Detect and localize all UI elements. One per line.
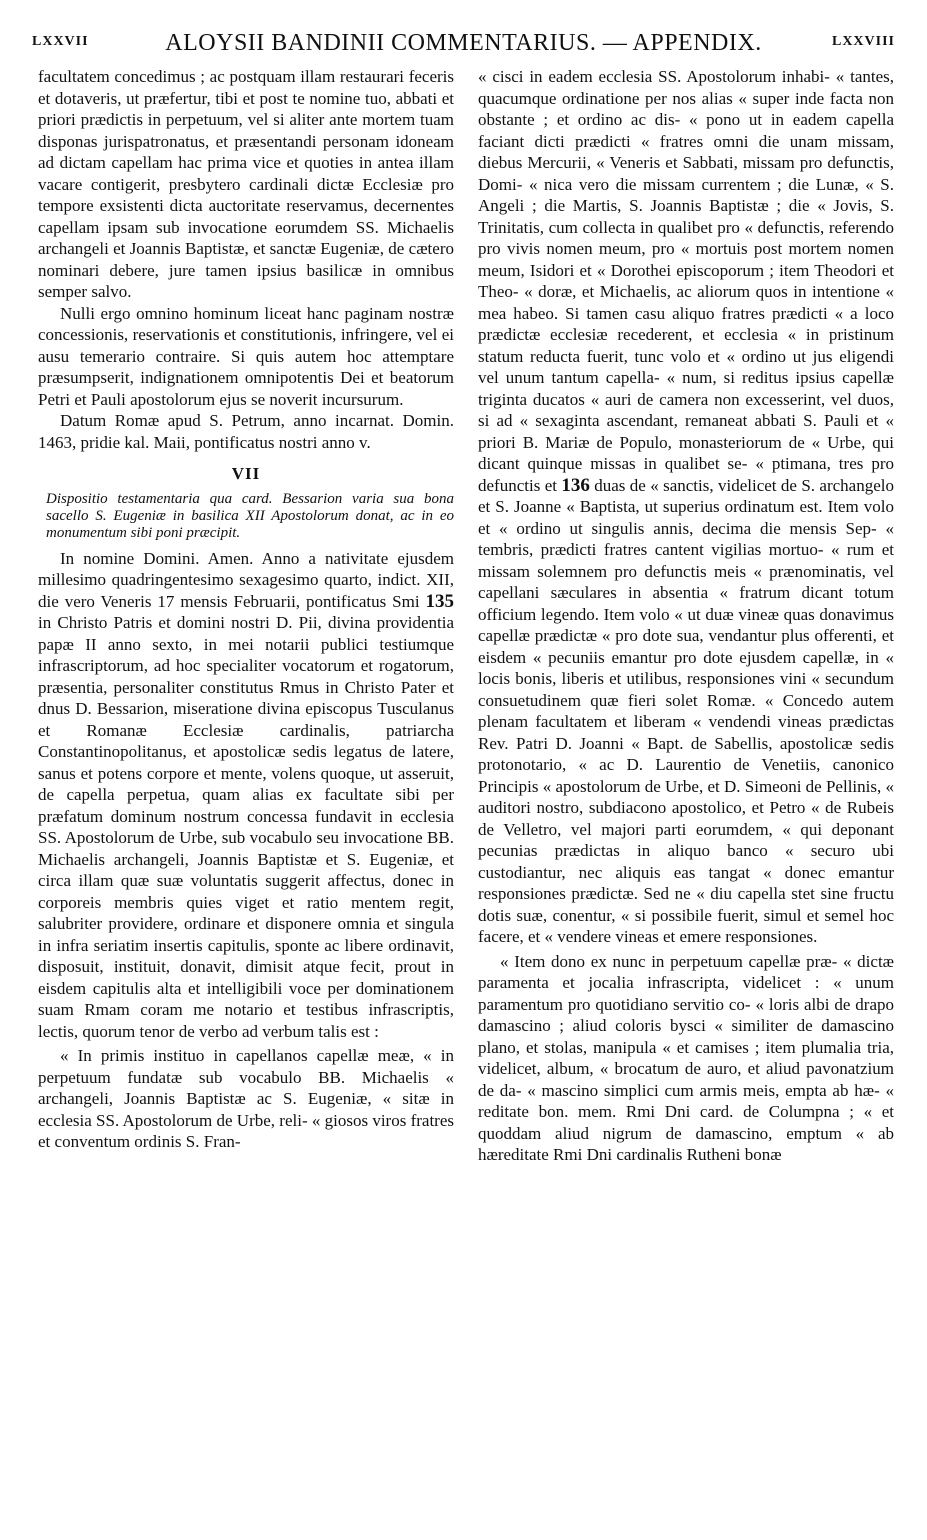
paragraph: « Item dono ex nunc in perpetuum capellæ præ- « dictæ paramenta et jocalia infrascripta, videlicet : « unum paramentum pro quotidiano servitio co- « loris albi de drapo damascino ; aliud coloris bysci « similiter de damascino plano, et stolas, manipula « et camises ; item plumalia tria, videlicet, album, « brocatum de auro, et aliud pavonatzium de da- « mascino simplici cum armis meis, empta ab hæ- « reditate bon. mem. Rmi Dni card. de Columpna ; « et quoddam aliud nigrum de damascino, emptum « ab hæreditate Rmi Dni cardinalis Rutheni bonæ [478, 951, 894, 1164]
page-header [32, 30, 895, 62]
section-number: VII [231, 464, 261, 483]
paragraph: Datum Romæ apud S. Petrum, anno incarnat. Domin. 1463, pridie kal. Maii, pontificatus nostri anno v. [38, 411, 454, 452]
right-page-number: LXXVIII [831, 34, 895, 49]
page-marker: 136 [561, 474, 590, 496]
paragraph: Nulli ergo omnino hominum liceat hanc paginam nostræ concessionis, reservationis et constitutionis, infringere, vel ei ausu temerario contraire. Si quis autem hoc attemptare præsumpserit, indignationem omnipotentis Dei et beatorum Petri et Pauli apostolorum ejus se noverit incursurum. [38, 303, 454, 409]
paragraph-text: In nomine Domini. Amen. Anno a nativitate ejusdem millesimo quadringentesimo sexagesimo quarto, indict. XII, die vero Veneris 17 mensis Februarii, pontificatus Smi [38, 548, 454, 611]
paragraph-text: duas de « sanctis, videlicet de S. archangelo et S. Joanne « Baptista, ut superius ordinatum est. Item volo et « ordino ut singulis annis, decima die mensis Sep- « tembris, prædicti fratres cantent vigilias mortuo- « rum et missam solemnem pro defunctis meis « prænominatis, vel capellani sæculares in absentia « fratrum dicant totum officium legendo. Item volo « ut duæ vineæ quas donavimus capellæ prædictæ « pro dote sua, vendantur plus offerenti, et eisdem « pecuniis emantur pro dote ejusdem capellæ, in « locis bonis, liberis et utilibus, responsiones vini « secundum consuetudinem quæ fieri solet Romæ. « Concedo autem plenam facultatem et liberam « vendendi vineas prædictas Rev. Patri D. Joanni « Bapt. de Sabellis, apostolicæ sedis protonotario, « ac D. Laurentio de Venetiis, canonico Principis « apostolorum de Urbe, et D. Simeoni de Pellinis, « auditori nostro, subdiacono apostolico, et Petro « de Rubeis de Velletro, vel majori parti eorumdem, « qui deponant pecunias prædictas in aliquo banco « securo ubi custodiantur, nec aliquis eas tangat « donec emantur responsiones prædictæ. Sed ne « diu capella stet sine fructu dotis suæ, conentur, « si possibile fuerit, simul et semel hoc facere, et « vendere vineas et emere responsiones. [478, 475, 894, 946]
running-title: ALOYSII BANDINII COMMENTARIUS. — APPENDIX. [165, 30, 762, 56]
right-column [478, 66, 894, 1166]
left-column [38, 66, 454, 1153]
paragraph-text: « cisci in eadem ecclesia SS. Apostolorum inhabi- « tantes, quacumque ordinatione per nos alias « super inde facta non obstante ; et ordino ac dis- « pono ut in eadem capella faciant dicti prædicti « fratres omni die unam missam, diebus Mercurii, « Veneris et Sabbati, missam pro defunctis, Domi- « nica vero die missam currentem ; die Lunæ, « S. Angeli ; die Martis, S. Joannis Baptistæ ; die « Jovis, S. Trinitatis, cum collecta in qualibet pro « defunctis, referendo pro vivis nomen meum, pro « mortuis post mortem nomen meum, Isidori et « Dorothei episcoporum ; item Theodori et Theo- « doræ, et Michaelis, ac aliorum quos in intentione « mea habeo. Si tamen casu aliquo fratres prædicti « a loco prædictæ ecclesiæ recederent, et ecclesia « in pristinum statum reducta fuerit, tunc volo et « ordino ut jus eligendi vel unum tantum capella- « num, si reditus ipsius capellæ triginta ducatos « auri de camera non excesserint, vel duos, si ad « sexaginta ascendant, remaneat abbati S. Pauli et « priori B. Mariæ de Populo, monasteriorum de « Urbe, qui dicant quinque missas in qualibet se- « ptimana, tres pro defunctis et [478, 67, 894, 495]
left-page-number: LXXVII [32, 34, 89, 49]
paragraph-text: in Christo Patris et domini nostri D. Pii, divina providentia papæ II anno sexto, in mei notarii publici testiumque infrascriptorum, ad hoc specialiter vocatorum et rogatorum, præsentia, personaliter constitutus Rmus in Christo Pater et dnus D. Bessarion, miseratione divina episcopus Tusculanus et Romanæ Ecclesiæ cardinalis, patriarcha Constantinopolitanus, et apostolicæ sedis legatus de latere, sanus et potens corpore et mente, volens quoque, ut asseruit, de capella perpetua, quam alias ex facultate sibi per præfatum dominum nostrum concessa fundavit in ecclesia SS. Apostolorum de Urbe, sub vocabulo seu invocatione BB. Michaelis archangeli, Joannis Baptistæ et S. Eugeniæ, et circa illam quæ suæ voluntatis suggerit affectus, donec in corporeis membris quies viget et ratio mentem regit, salubriter providere, ordinare et disponere omnia et singula in infra seriatim insertis capitulis, sponte ac libere ordinavit, disposuit, instituit, donavit, dimisit atque fecit, prout in eisdem capitulis alta et intelligibili voce per dominationem suam Rmam coram me notario et testibus infrascriptis, lectis, quorum tenor de verbo ad verbum talis est : [38, 613, 454, 1041]
paragraph [478, 66, 894, 948]
paragraph: facultatem concedimus ; ac postquam illam restaurari feceris et dotaveris, ut præfertur, tibi et post te nomine tuo, abbati et priori prædictis in perpetuum, vel si aliter ante mortem tuam disponas jurispatronatus, et præsentandi personam idoneam ad dictam capellam hac prima vice et quoties in antea illam vacare contigerit, presbytero cardinali dictæ Ecclesiæ pro tempore exsistenti dicta auctoritate reservamus, decernentes capellam ipsam sub invocatione eorumdem SS. Michaelis archangeli et Joannis Baptistæ, et sanctæ Eugeniæ, de cætero nominari debere, jure tamen ipsius basilicæ in omnibus semper salvo. [38, 67, 454, 301]
paragraph [38, 548, 454, 1043]
page-marker: 135 [425, 590, 455, 612]
paragraph: « In primis instituo in capellanos capellæ meæ, « in perpetuum fundatæ sub vocabulo BB. Michaelis « archangeli, Joannis Baptistæ ac S. Eugeniæ, « sitæ in ecclesia SS. Apostolorum de Urbe, reli- « giosos viros fratres et conventum ordinis S. Fran- [38, 1046, 454, 1151]
document-caption: Dispositio testamentaria qua card. Bessarion varia sua bona sacello S. Eugeniæ in basilica XII Apostolorum donat, ac in eo monumentum sibi poni præcipit. [46, 490, 454, 541]
